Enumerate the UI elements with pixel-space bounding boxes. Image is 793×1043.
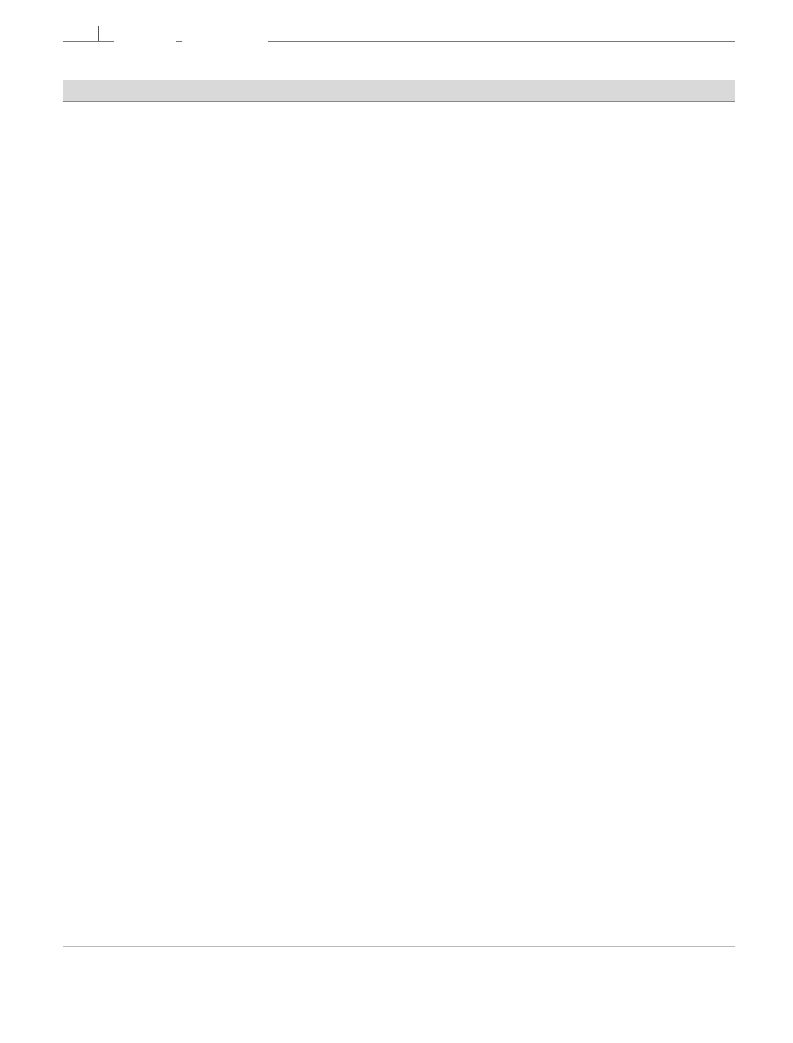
- table-header-bar: [63, 80, 735, 102]
- header-rule-mid: [176, 41, 182, 42]
- header-tick: [98, 26, 99, 42]
- header-rule-right: [268, 41, 735, 42]
- page-header: [0, 0, 793, 70]
- table-bottom-rule: [63, 946, 735, 947]
- header-rule-left: [63, 41, 114, 42]
